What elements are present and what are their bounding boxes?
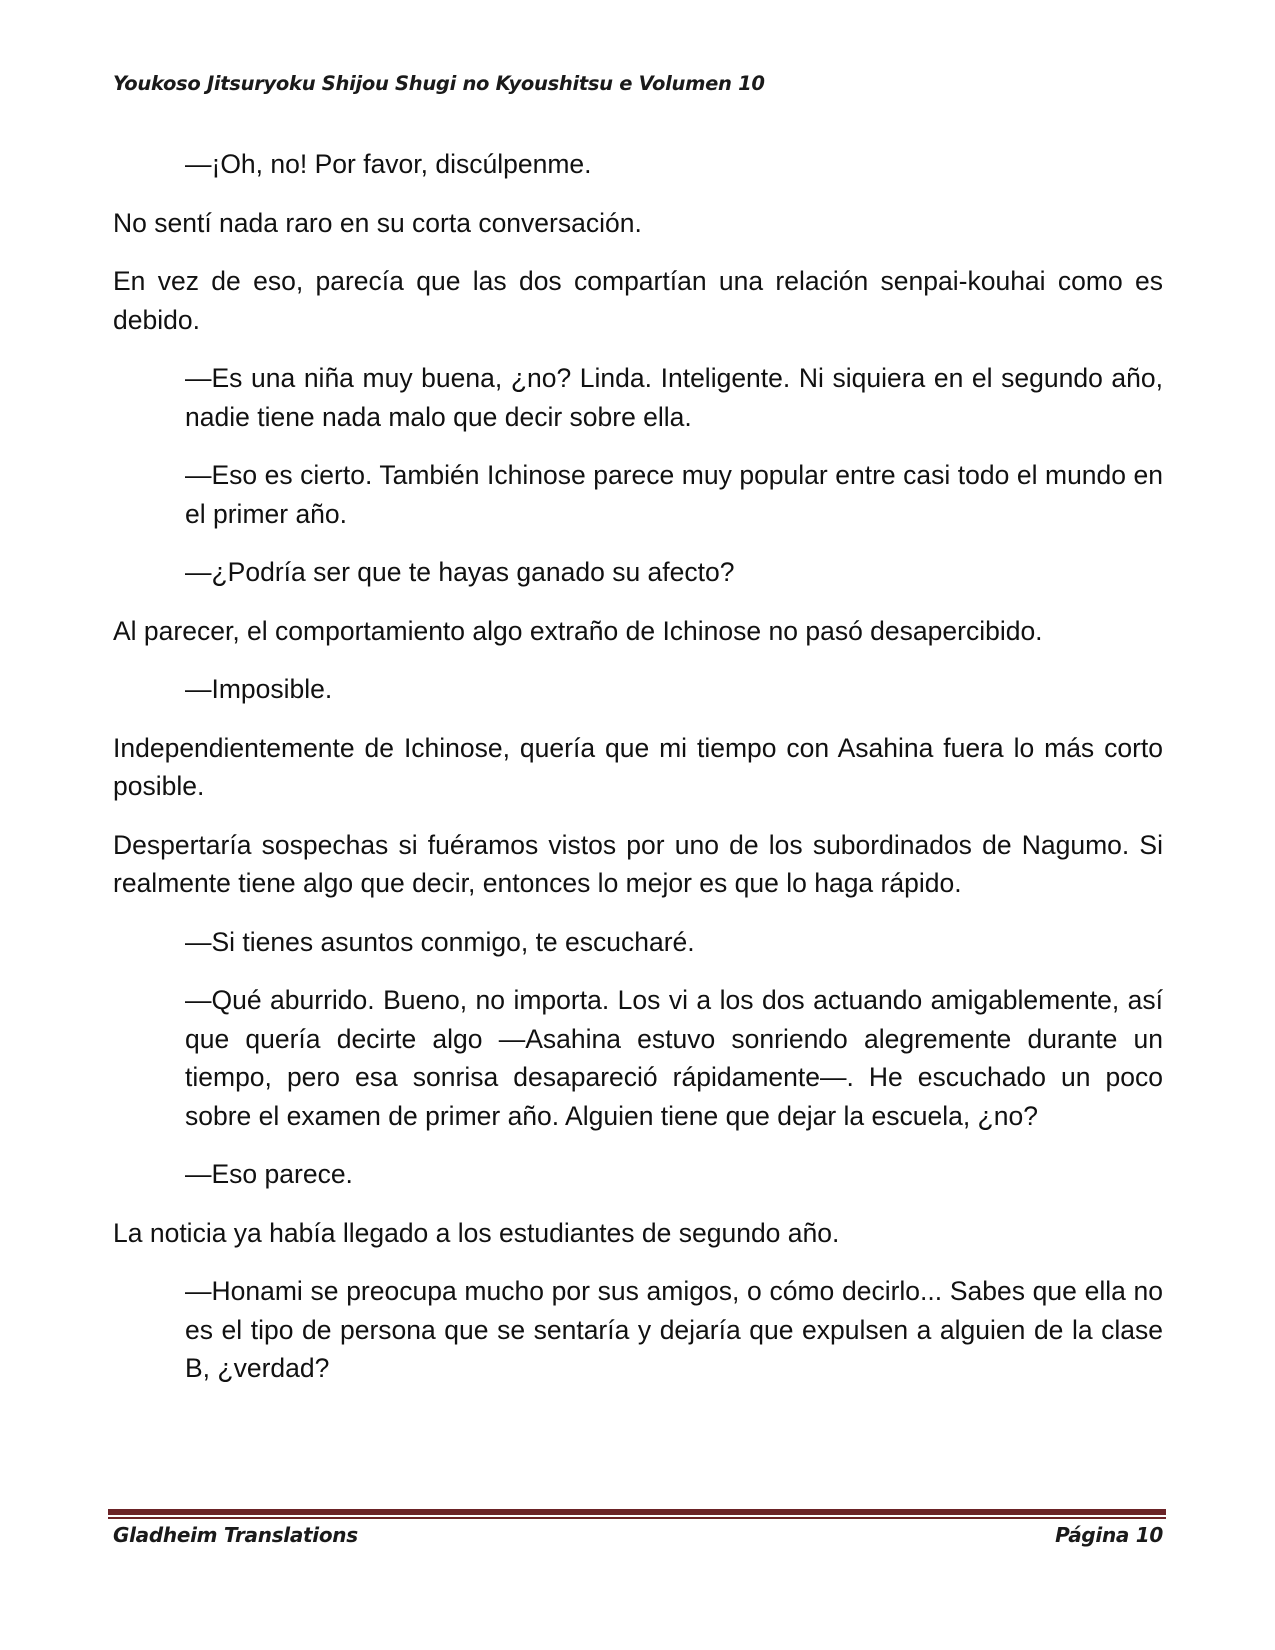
footer-page-number: Página 10 (1055, 1523, 1163, 1547)
paragraph-dialog: —¡Oh, no! Por favor, discúlpenme. (185, 149, 592, 179)
page-body (113, 145, 1163, 1408)
paragraph-dialog: —Si tienes asuntos conmigo, te escucharé. (185, 926, 695, 957)
paragraph-narration: Independientemente de Ichinose, quería que mi tiempo con Asahina fuera lo más corto posible. (113, 732, 1163, 801)
paragraph-narration: En vez de eso, parecía que las dos compartían una relación senpai-kouhai como es debido. (113, 266, 1163, 335)
footer-publisher: Gladheim Translations (113, 1523, 358, 1547)
paragraph-dialog: —Honami se preocupa mucho por sus amigos, o cómo decirlo... Sabes que ella no es el tipo de persona que se sentaría y dejaría que expulsen a alguien de la clase B, ¿verdad? (185, 1276, 1163, 1383)
footer-divider-thick-line (108, 1509, 1166, 1515)
page-header-title: Youkoso Jitsuryoku Shijou Shugi no Kyoushitsu e Volumen 10 (113, 72, 765, 95)
footer-divider-thin-line (108, 1517, 1166, 1519)
paragraph-dialog: —¿Podría ser que te hayas ganado su afecto? (185, 557, 735, 587)
paragraph-narration: La noticia ya había llegado a los estudiantes de segundo año. (113, 1217, 840, 1248)
paragraph-dialog: —Qué aburrido. Bueno, no importa. Los vi a los dos actuando amigablemente, así que quería decirte algo —Asahina estuvo sonriendo alegremente durante un tiempo, pero esa sonrisa desapareció rápidamente—. He escuchado un poco sobre el examen de primer año. Alguien tiene que dejar la escuela, ¿no? (185, 985, 1163, 1131)
paragraph-dialog: —Es una niña muy buena, ¿no? Linda. Inteligente. Ni siquiera en el segundo año, nadie tiene nada malo que decir sobre ella. (185, 363, 1163, 432)
paragraph-narration: Al parecer, el comportamiento algo extraño de Ichinose no pasó desapercibido. (113, 615, 1043, 646)
paragraph-dialog: —Imposible. (185, 674, 333, 704)
paragraph-narration: No sentí nada raro en su corta conversación. (113, 207, 642, 238)
paragraph-dialog: —Eso parece. (185, 1159, 353, 1189)
paragraph-narration: Despertaría sospechas si fuéramos vistos por uno de los subordinados de Nagumo. Si realmente tiene algo que decir, entonces lo mejor es que lo haga rápido. (113, 829, 1163, 898)
paragraph-dialog: —Eso es cierto. También Ichinose parece muy popular entre casi todo el mundo en el primer año. (185, 460, 1163, 529)
footer-divider (108, 1509, 1166, 1520)
